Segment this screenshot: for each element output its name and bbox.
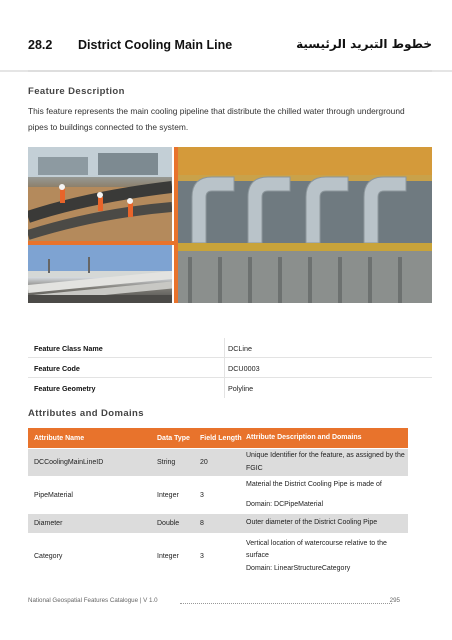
photo-divider-horizontal	[28, 241, 174, 245]
field-length: 20	[200, 459, 208, 466]
section-title-arabic: خطوط التبريد الرئيسية	[296, 37, 432, 51]
table-row	[28, 514, 408, 533]
feature-description-heading: Feature Description	[28, 86, 125, 97]
section-number: 28.2	[28, 38, 53, 52]
page-footer	[28, 597, 400, 607]
feature-geometry-label: Feature Geometry	[34, 384, 96, 393]
data-type: Integer	[157, 553, 179, 560]
feature-class-name-value: DCLine	[228, 344, 252, 353]
description-line: Outer diameter of the District Cooling Pipe	[246, 519, 378, 527]
description-domain: Domain: LinearStructureCategory	[246, 564, 351, 572]
photo-pipeline-outdoor	[28, 245, 172, 303]
data-type: Double	[157, 520, 180, 527]
footer-dot-leader	[180, 598, 392, 604]
section-header	[28, 38, 432, 60]
attributes-heading: Attributes and Domains	[28, 408, 144, 419]
column-header: Field Length	[200, 434, 242, 442]
footer-catalogue-label: National Geospatial Features Catalogue | V 1.0	[28, 597, 158, 604]
table-row	[28, 476, 408, 514]
attributes-table	[28, 428, 408, 580]
field-length: 8	[200, 520, 204, 527]
header-divider	[0, 70, 452, 72]
page-number: 295	[389, 597, 400, 604]
attribute-name: Diameter	[34, 520, 63, 527]
feature-code-value: DCU0003	[228, 364, 260, 373]
table-row	[28, 449, 408, 476]
attribute-description	[246, 476, 406, 514]
photo-collage	[28, 147, 432, 303]
attribute-description	[246, 533, 406, 580]
description-line: Material the District Cooling Pipe is made of	[246, 480, 382, 488]
attribute-description	[246, 449, 406, 476]
attribute-name: PipeMaterial	[34, 491, 73, 499]
column-header: Attribute Description and Domains	[246, 433, 362, 441]
feature-geometry-row	[28, 378, 432, 398]
description-line: Vertical location of watercourse relative to the	[246, 539, 387, 547]
column-header: Attribute Name	[34, 434, 85, 442]
attribute-name: DCCoolingMainLineID	[34, 459, 104, 466]
feature-code-label: Feature Code	[34, 364, 80, 373]
feature-class-name-row	[28, 338, 432, 358]
data-type: String	[157, 459, 176, 466]
section-title: District Cooling Main Line	[78, 38, 233, 52]
data-type: Integer	[157, 491, 179, 499]
photo-pipe-installation	[28, 147, 172, 241]
attribute-name: Category	[34, 553, 63, 560]
feature-class-name-label: Feature Class Name	[34, 344, 103, 353]
feature-geometry-value: Polyline	[228, 384, 254, 393]
attribute-description	[246, 514, 406, 533]
feature-description-text: This feature represents the main cooling pipeline that distribute the chilled water through underground pipes to buildings connected to the system.	[28, 106, 405, 132]
description-domain: Domain: DCPipeMaterial	[246, 501, 324, 508]
column-header: Data Type	[157, 434, 190, 442]
description-line: FGIC	[246, 464, 263, 472]
table-row	[28, 533, 408, 580]
field-length: 3	[200, 553, 204, 560]
feature-code-row	[28, 358, 432, 378]
description-line: Unique Identifier for the feature, as assigned by the	[246, 452, 405, 459]
table-header-row	[28, 428, 408, 448]
field-length: 3	[200, 491, 204, 499]
description-line: surface	[246, 552, 269, 560]
photo-cooling-plant-pipes	[178, 147, 432, 303]
